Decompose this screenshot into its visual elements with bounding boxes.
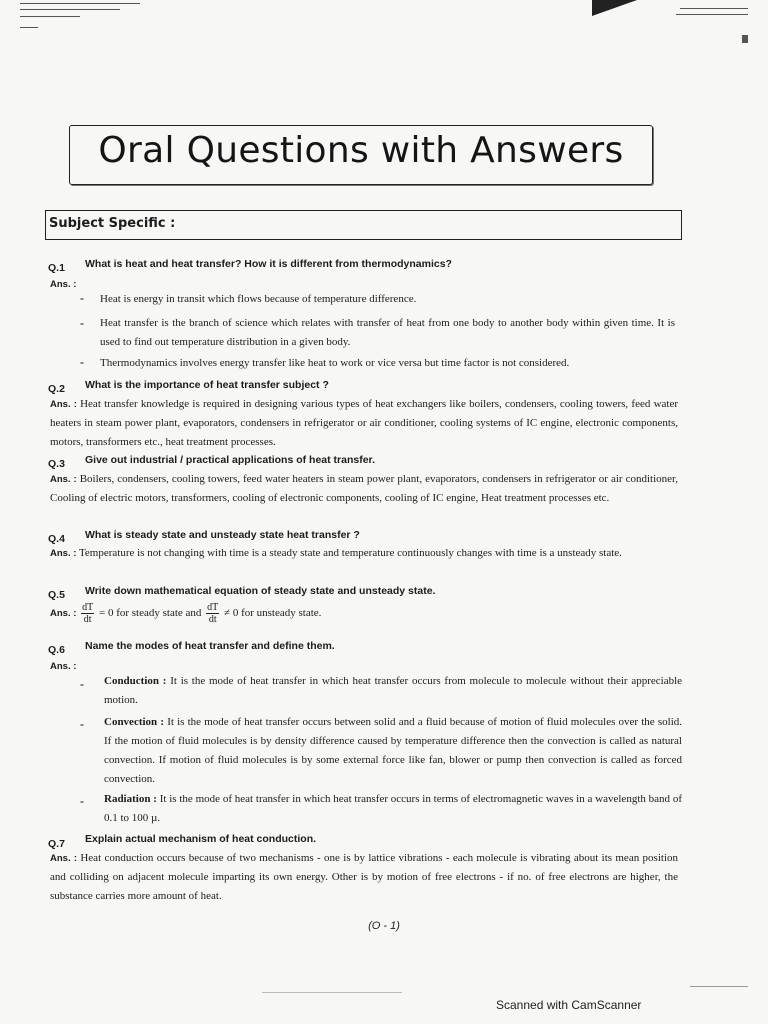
question-text: Explain actual mechanism of heat conduction.: [85, 833, 317, 845]
page-number: (O - 1): [368, 920, 400, 932]
steady-text: = 0 for steady state and: [99, 607, 202, 620]
scan-artifact: [20, 3, 140, 4]
question-text: What is the importance of heat transfer subject ?: [85, 379, 329, 391]
scan-artifact: [20, 16, 80, 17]
bullet-text: [104, 713, 682, 789]
answer-label: Ans. :: [50, 279, 77, 290]
answer-text: Boilers, condensers, cooling towers, feed water heaters in steam power plant, evaporators, condensers in refrigerator or air conditioner, Cooling of electric motors, transformers, cooling of electronic components, cooling of IC engine, Heat treatment processes etc.: [50, 473, 679, 504]
answer-paragraph: [50, 395, 678, 452]
answer-label: Ans. :: [50, 548, 77, 559]
question-text: Write down mathematical equation of steady state and unsteady state.: [85, 585, 436, 597]
question-text: What is heat and heat transfer? How it is different from thermodynamics?: [85, 258, 452, 270]
answer-text: Heat conduction occurs because of two mechanisms - one is by lattice vibrations - each molecule is vibrating about its mean position and colliding on adjacent molecule imparting its own energy. Other is by motion of free electrons - if no. of free electrons are higher, the substance carries more amount of heat.: [50, 852, 679, 902]
bullet-dash: -: [80, 316, 84, 330]
fraction-numerator: dT: [207, 602, 219, 613]
bullet-dash: -: [80, 677, 84, 691]
derivative-fraction: [81, 602, 94, 625]
question-number: Q.5: [48, 589, 65, 601]
definition-text: It is the mode of heat transfer in which heat transfer occurs from molecule to molecule without their appreciable motion.: [104, 675, 683, 706]
section-heading: Subject Specific :: [49, 216, 176, 231]
term-convection: Convection :: [104, 716, 165, 728]
equation-line: [50, 602, 678, 625]
bullet-text: [104, 672, 682, 710]
scan-artifact: [20, 27, 38, 28]
bullet-text: [104, 790, 682, 828]
derivative-fraction: [206, 602, 219, 625]
title-box: [69, 125, 653, 185]
definition-text: It is the mode of heat transfer occurs between solid and a fluid because of motion of fluid molecules over the solid. If the motion of fluid molecules is by density difference caused by temperature difference then the convection is called as natural convection. If motion of fluid molecules is by some external force like fan, blower or pump then convection is called as forced convection.: [104, 716, 683, 785]
scan-artifact: [680, 8, 748, 9]
answer-text: Temperature is not changing with time is a steady state and temperature continuously changes with time is a unsteady state.: [78, 547, 622, 559]
bullet-dash: -: [80, 794, 84, 808]
section-heading-box: [45, 210, 682, 240]
answer-label: Ans. :: [50, 608, 77, 620]
bullet-text: Heat transfer is the branch of science which relates with transfer of heat from one body to another body within given time. It is used to find out temperature distribution in a given body.: [100, 317, 675, 348]
page-title: Oral Questions with Answers: [98, 130, 624, 171]
answer-label: Ans. :: [50, 853, 77, 864]
scan-artifact: [262, 992, 402, 993]
question-text: Give out industrial / practical applications of heat transfer.: [85, 454, 375, 466]
bullet-dash: -: [80, 291, 84, 305]
definition-text: It is the mode of heat transfer in which heat transfer occurs in terms of electromagnetic waves in a wavelength band of 0.1 to 100 µ.: [104, 793, 683, 824]
answer-label: Ans. :: [50, 474, 77, 485]
question-number: Q.4: [48, 533, 65, 545]
question-number: Q.1: [48, 262, 65, 274]
question-number: Q.6: [48, 644, 65, 656]
question-number: Q.3: [48, 458, 65, 470]
scan-artifact: [690, 986, 748, 987]
question-number: Q.7: [48, 838, 65, 850]
unsteady-text: ≠ 0 for unsteady state.: [224, 607, 322, 620]
scan-artifact: [592, 0, 637, 16]
answer-paragraph: [50, 544, 678, 563]
bullet-dash: -: [80, 717, 84, 731]
fraction-numerator: dT: [82, 602, 94, 613]
bullet-text: Thermodynamics involves energy transfer like heat to work or vice versa but time factor is not considered.: [100, 357, 570, 369]
term-conduction: Conduction :: [104, 675, 167, 687]
answer-label: Ans. :: [50, 661, 77, 672]
scan-artifact: [20, 9, 120, 10]
fraction-denominator: dt: [208, 614, 217, 625]
scan-artifact: [742, 35, 748, 43]
bullet-dash: -: [80, 355, 84, 369]
answer-paragraph: [50, 470, 678, 508]
answer-label: Ans. :: [50, 399, 77, 410]
question-number: Q.2: [48, 383, 65, 395]
answer-text: Heat transfer knowledge is required in designing various types of heat exchangers like boilers, condensers, cooling towers, feed water heaters in steam power plant, evaporators, condensers in refrigerator or air conditioner, cooling systems of IC engine, electronic components, motors, transformers etc., heat treatment processes.: [50, 398, 678, 448]
scan-artifact: [676, 14, 748, 15]
camscanner-watermark: Scanned with CamScanner: [496, 998, 642, 1012]
fraction-denominator: dt: [83, 614, 92, 625]
question-text: Name the modes of heat transfer and define them.: [85, 640, 335, 652]
term-radiation: Radiation :: [104, 793, 157, 805]
answer-paragraph: [50, 849, 678, 906]
bullet-text: Heat is energy in transit which flows because of temperature difference.: [100, 293, 417, 305]
question-text: What is steady state and unsteady state heat transfer ?: [85, 529, 360, 541]
